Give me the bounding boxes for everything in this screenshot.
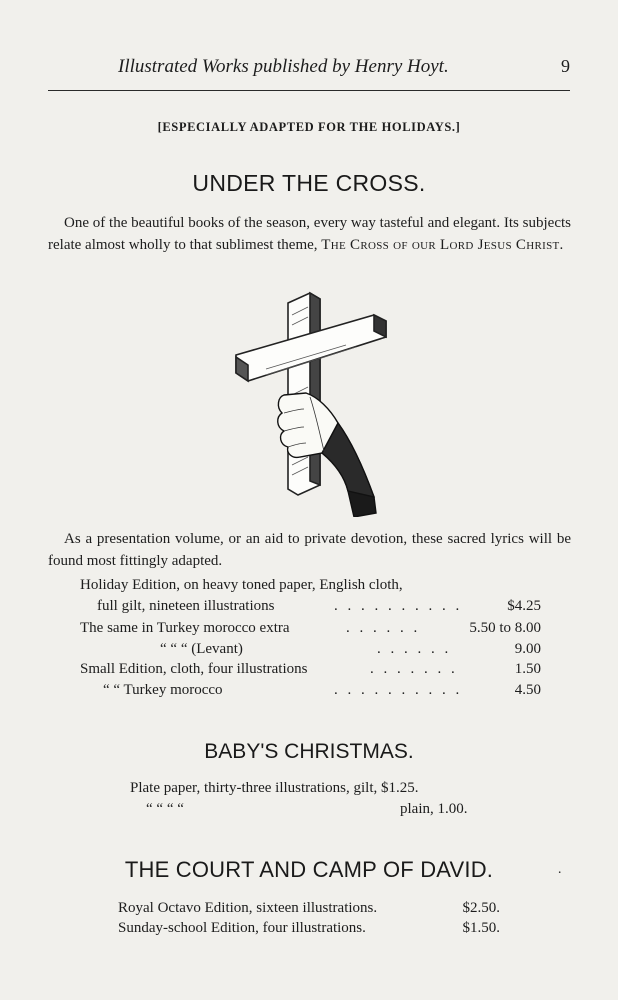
edition-price: 9.00 bbox=[514, 641, 541, 657]
babys-christmas-line-1: Plate paper, thirty-three illustrations, gilt, $1.25. bbox=[130, 780, 419, 796]
running-header bbox=[48, 54, 570, 91]
intro-smallcaps: The Cross of our Lord Jesus Christ. bbox=[321, 237, 564, 253]
list-item: Holiday Edition, on heavy toned paper, English cloth, bbox=[80, 577, 403, 593]
leader-dots: . . . . . . bbox=[346, 620, 421, 636]
edition-price: $2.50. bbox=[462, 900, 500, 916]
list-item: Small Edition, cloth, four illustrations bbox=[80, 661, 308, 677]
court-and-camp-title: THE COURT AND CAMP OF DAVID. bbox=[124, 857, 494, 882]
edition-price: $4.25 bbox=[507, 598, 541, 614]
babys-christmas-title: BABY'S CHRISTMAS. bbox=[204, 740, 414, 763]
list-item: Sunday-school Edition, four illustrations. bbox=[118, 920, 366, 936]
babys-christmas-line-2: plain, 1.00. bbox=[400, 801, 468, 817]
leader-dots: . . . . . . . . . . bbox=[334, 598, 463, 614]
leader-dots: . . . . . . bbox=[377, 641, 452, 657]
list-item: full gilt, nineteen illustrations bbox=[97, 598, 275, 614]
page-number: 9 bbox=[561, 56, 570, 76]
under-the-cross-intro bbox=[48, 212, 571, 256]
leader-dots: . . . . . . . . . . bbox=[334, 682, 463, 698]
under-the-cross-description: As a presentation volume, or an aid to private devotion, these sacred lyrics will be found most fittingly adapted. bbox=[48, 531, 571, 569]
edition-price: $1.50. bbox=[462, 920, 500, 936]
list-item: The same in Turkey morocco extra bbox=[80, 620, 290, 636]
under-the-cross-title: UNDER THE CROSS. bbox=[192, 170, 426, 196]
holiday-note: [ESPECIALLY ADAPTED FOR THE HOLIDAYS.] bbox=[157, 120, 461, 134]
edition-price: 1.50 bbox=[514, 661, 541, 677]
cross-and-hand-illustration bbox=[226, 285, 396, 517]
babys-christmas-ditto: “ “ “ “ bbox=[146, 801, 184, 817]
list-item: Royal Octavo Edition, sixteen illustrations. bbox=[118, 900, 378, 916]
intro-text: One of the beautiful books of the season, every way tasteful and elegant. Its subjects relate almost wholly to that sublimest theme, bbox=[48, 215, 571, 253]
stray-mark: · bbox=[557, 866, 562, 881]
edition-price: 5.50 to 8.00 bbox=[469, 620, 541, 636]
running-title: Illustrated Works published by Henry Hoyt. bbox=[118, 56, 449, 77]
list-item: “ “ Turkey morocco bbox=[103, 682, 223, 698]
edition-price: 4.50 bbox=[514, 682, 541, 698]
leader-dots: . . . . . . . bbox=[370, 661, 458, 677]
list-item: “ “ “ (Levant) bbox=[160, 641, 243, 657]
